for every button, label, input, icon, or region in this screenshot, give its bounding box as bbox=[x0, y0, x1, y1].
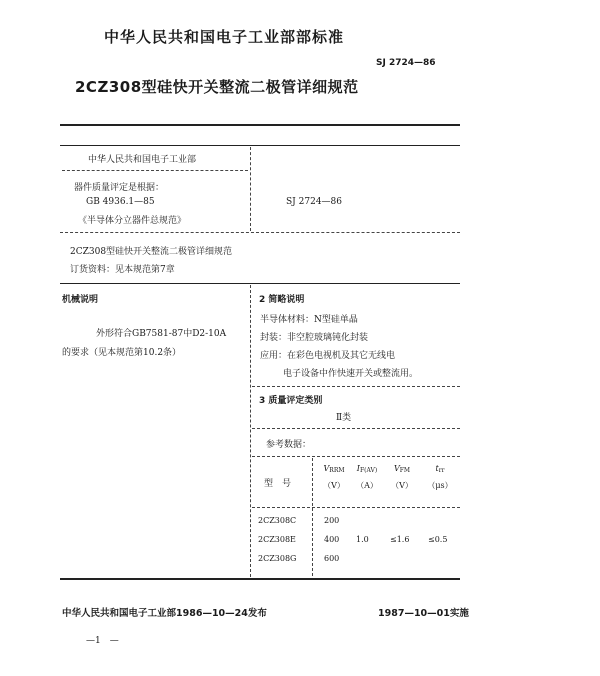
issuer-underline bbox=[62, 170, 248, 171]
reference-label: 参考数据： bbox=[266, 440, 312, 450]
ref-vfm-symbol: VFM bbox=[393, 464, 411, 474]
mechanical-heading: 机械说明 bbox=[62, 295, 99, 305]
ref-vrrm-2: 400 bbox=[324, 535, 340, 544]
ref-col-ifav bbox=[346, 464, 388, 491]
issued-date: 中华人民共和国电子工业部1986—10—24发布 bbox=[62, 608, 267, 619]
effective-date: 1987—10—01实施 bbox=[378, 608, 469, 619]
ref-model-2: 2CZ308E bbox=[258, 535, 296, 544]
ref-model-3: 2CZ308G bbox=[258, 554, 297, 563]
ref-vfm-value: ≤1.6 bbox=[390, 535, 410, 544]
spec-name-line: 2CZ308型硅快开关整流二极管详细规范 bbox=[70, 247, 233, 257]
top-rule-1 bbox=[60, 124, 460, 126]
brief-application-2: 电子设备中作快速开关或整流用。 bbox=[283, 369, 419, 379]
ref-col-trr bbox=[422, 464, 458, 491]
ref-vfm-unit: （V） bbox=[391, 481, 413, 490]
ref-vrrm-unit: （V） bbox=[323, 481, 345, 490]
document-title: 2CZ308型硅快开关整流二极管详细规范 bbox=[75, 78, 359, 96]
mechanical-line-2: 的要求（见本规范第10.2条） bbox=[62, 348, 182, 358]
block1-bottom-rule bbox=[60, 232, 460, 233]
ref-ifav-symbol: IF(AV) bbox=[356, 464, 378, 474]
ref-ifav-value: 1.0 bbox=[356, 535, 369, 544]
block1-divider bbox=[250, 147, 251, 231]
right-code: SJ 2724—86 bbox=[286, 197, 342, 207]
mechanical-line-1: 外形符合GB7581-87中D2-10A bbox=[96, 329, 227, 339]
brief-material: 半导体材料：N型硅单晶 bbox=[260, 315, 358, 325]
reference-top-rule bbox=[252, 428, 460, 429]
page-number: —1 — bbox=[86, 636, 119, 646]
ref-trr-value: ≤0.5 bbox=[428, 535, 448, 544]
ref-ifav-unit: （A） bbox=[356, 481, 378, 490]
bottom-rule bbox=[60, 578, 460, 580]
issuer-text: 中华人民共和国电子工业部 bbox=[88, 155, 197, 165]
ordering-info: 订货资料：见本规范第7章 bbox=[70, 265, 175, 275]
ref-col-model: 型 号 bbox=[264, 479, 292, 489]
basis-label: 器件质量评定是根据： bbox=[74, 183, 165, 193]
ref-trr-symbol: trr bbox=[435, 464, 445, 474]
brief-package: 封装：非空腔玻璃钝化封装 bbox=[260, 333, 369, 343]
basis-standard: GB 4936.1—85 bbox=[86, 197, 155, 207]
brief-heading: 2 简略说明 bbox=[259, 295, 305, 305]
standard-code: SJ 2724—86 bbox=[376, 58, 436, 68]
ref-vrrm-symbol: VRRM bbox=[323, 464, 345, 474]
standard-org-title: 中华人民共和国电子工业部部标准 bbox=[104, 28, 345, 46]
ref-col-vfm bbox=[384, 464, 420, 491]
basis-name: 《半导体分立器件总规范》 bbox=[78, 216, 187, 226]
quality-category: Ⅱ类 bbox=[336, 413, 352, 423]
brief-application-1: 应用：在彩色电视机及其它无线电 bbox=[260, 351, 396, 361]
main-divider bbox=[250, 285, 251, 577]
top-rule-2 bbox=[60, 145, 460, 146]
ref-vrrm-3: 600 bbox=[324, 554, 340, 563]
ref-trr-unit: （μs） bbox=[427, 481, 453, 490]
ref-table-col-divider bbox=[312, 458, 313, 576]
quality-heading: 3 质量评定类别 bbox=[259, 396, 323, 406]
ref-table-top-rule bbox=[252, 456, 460, 457]
ref-vrrm-1: 200 bbox=[324, 516, 340, 525]
ref-table-header-rule bbox=[252, 507, 460, 508]
quality-top-rule bbox=[252, 386, 460, 387]
block2-bottom-rule bbox=[60, 283, 460, 284]
ref-model-1: 2CZ308C bbox=[258, 516, 297, 525]
